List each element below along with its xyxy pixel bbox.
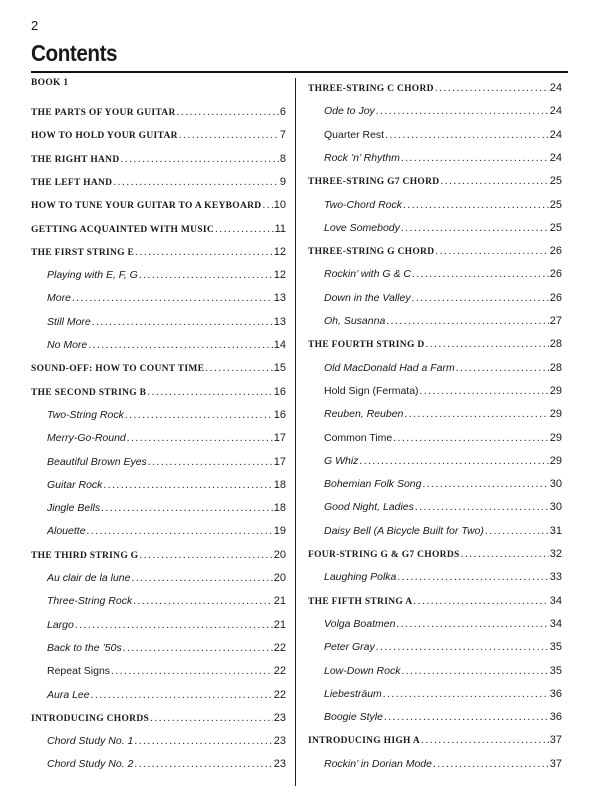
toc-subentry[interactable]	[308, 688, 562, 704]
toc-section-entry[interactable]	[308, 548, 562, 564]
toc-entry-title: Rockin’ in Dorian Mode	[324, 757, 432, 770]
toc-leader-dots	[404, 408, 548, 420]
toc-entry-title: Repeat Signs	[47, 665, 111, 678]
book-label-text: BOOK 1	[31, 78, 69, 88]
toc-page-number: 21	[273, 618, 286, 631]
toc-page-number: 11	[274, 222, 286, 235]
toc-page-number: 29	[549, 431, 562, 444]
toc-page-number: 29	[549, 408, 562, 421]
toc-leader-dots	[401, 152, 549, 164]
toc-entry-title: THE FOURTH STRING D	[308, 340, 425, 351]
toc-leader-dots	[420, 385, 549, 397]
toc-leader-dots	[393, 432, 548, 444]
toc-page-number: 23	[273, 735, 286, 748]
toc-leader-dots	[134, 735, 272, 747]
toc-leader-dots	[396, 618, 548, 630]
toc-subentry[interactable]	[31, 316, 286, 332]
toc-section-entry[interactable]	[308, 245, 562, 261]
toc-subentry[interactable]	[308, 268, 562, 284]
toc-subentry[interactable]	[31, 269, 286, 285]
toc-entry-title: THE LEFT HAND	[31, 177, 113, 188]
toc-subentry[interactable]	[31, 432, 286, 448]
toc-section-entry[interactable]	[31, 153, 286, 169]
toc-entry-title: GETTING ACQUAINTED WITH MUSIC	[31, 224, 214, 235]
toc-entry-title: More	[47, 292, 71, 305]
toc-subentry[interactable]	[308, 525, 562, 541]
toc-page-number: 30	[549, 501, 562, 514]
toc-subentry[interactable]	[308, 641, 562, 657]
toc-leader-dots	[412, 268, 549, 280]
toc-leader-dots	[135, 246, 273, 258]
page-number: 2	[31, 18, 39, 33]
toc-subentry[interactable]	[31, 595, 286, 611]
toc-page-number: 33	[549, 571, 562, 584]
toc-page-number: 23	[273, 711, 286, 724]
toc-entry-title: Quarter Rest	[324, 128, 385, 141]
toc-subentry[interactable]	[308, 385, 562, 401]
toc-entry-title: Jingle Bells	[47, 502, 101, 515]
toc-entry-title: Down in the Valley	[324, 291, 411, 304]
toc-entry-title: Back to the ’50s	[47, 641, 122, 654]
toc-leader-dots	[111, 665, 273, 677]
toc-leader-dots	[139, 269, 273, 281]
toc-entry-title: Playing with E, F, G	[47, 269, 138, 282]
toc-leader-dots	[401, 222, 549, 234]
toc-subentry[interactable]	[31, 642, 286, 658]
toc-page-number: 8	[279, 152, 286, 165]
toc-subentry[interactable]	[31, 758, 286, 774]
toc-subentry[interactable]	[31, 292, 286, 308]
toc-leader-dots	[150, 712, 273, 724]
toc-entry-title: THREE-STRING G CHORD	[308, 247, 435, 258]
toc-page-number: 25	[549, 221, 562, 234]
toc-entry-title: THE SECOND STRING B	[31, 387, 147, 398]
toc-entry-title: Hold Sign (Fermata)	[324, 384, 419, 397]
toc-page-number: 28	[549, 361, 562, 374]
toc-entry-title: Alouette	[47, 525, 86, 538]
toc-leader-dots	[72, 292, 273, 304]
toc-section-entry[interactable]	[31, 712, 286, 728]
toc-page-number: 22	[273, 665, 286, 678]
toc-leader-dots	[148, 456, 273, 468]
toc-leader-dots	[376, 641, 549, 653]
toc-subentry[interactable]	[308, 362, 562, 378]
toc-leader-dots	[103, 479, 272, 491]
toc-leader-dots	[125, 409, 273, 421]
toc-entry-title: Two-Chord Rock	[324, 198, 402, 211]
toc-page-number: 12	[273, 245, 286, 258]
toc-page-number: 15	[273, 362, 286, 375]
toc-leader-dots	[415, 501, 549, 513]
toc-subentry[interactable]	[31, 525, 286, 541]
toc-section-entry[interactable]	[31, 386, 286, 402]
toc-subentry[interactable]	[308, 292, 562, 308]
toc-page-number: 19	[273, 525, 286, 538]
toc-subentry[interactable]	[308, 315, 562, 331]
toc-leader-dots	[121, 153, 279, 165]
toc-subentry[interactable]	[308, 478, 562, 494]
toc-entry-title: THREE-STRING C CHORD	[308, 84, 434, 94]
toc-entry-title: THE THIRD STRING G	[31, 550, 139, 561]
toc-section-entry[interactable]	[31, 362, 286, 378]
toc-leader-dots	[386, 315, 548, 327]
toc-page-number: 26	[549, 291, 562, 304]
toc-entry-title: THREE-STRING G7 CHORD	[308, 177, 440, 188]
toc-leader-dots	[397, 571, 548, 583]
toc-leader-dots	[425, 338, 548, 350]
toc-page-number: 26	[549, 245, 562, 258]
toc-leader-dots	[422, 478, 548, 490]
toc-leader-dots	[75, 619, 273, 631]
toc-leader-dots	[205, 362, 272, 374]
toc-subentry[interactable]	[308, 152, 562, 168]
toc-entry-title: Volga Boatmen	[324, 617, 396, 630]
toc-entry-title: HOW TO HOLD YOUR GUITAR	[31, 131, 178, 142]
toc-page-number: 29	[549, 384, 562, 397]
toc-section-entry[interactable]	[308, 338, 562, 354]
toc-page-number: 18	[273, 478, 286, 491]
toc-page-number: 14	[273, 339, 286, 351]
toc-page-number: 34	[549, 617, 562, 630]
toc-subentry[interactable]	[31, 665, 286, 681]
toc-page-number: 24	[549, 82, 562, 94]
column-divider	[295, 78, 296, 786]
toc-subentry[interactable]	[308, 665, 562, 681]
toc-page-number: 22	[273, 688, 286, 701]
toc-page-number: 16	[273, 385, 286, 398]
toc-leader-dots	[131, 572, 272, 584]
toc-subentry[interactable]	[308, 571, 562, 587]
toc-entry-title: Aura Lee	[47, 688, 90, 701]
toc-leader-dots	[179, 129, 279, 141]
toc-entry-title: No More	[47, 339, 88, 351]
toc-page-number: 13	[273, 315, 286, 328]
toc-subentry[interactable]	[308, 408, 562, 424]
toc-page-number: 22	[273, 641, 286, 654]
toc-page-number: 26	[549, 268, 562, 281]
toc-entry-title: Old MacDonald Had a Farm	[324, 361, 455, 374]
toc-entry-title: Guitar Rock	[47, 478, 103, 491]
toc-page-number: 32	[549, 548, 562, 560]
toc-leader-dots	[421, 734, 549, 746]
toc-subentry[interactable]	[31, 572, 286, 588]
toc-entry-title: Boogie Style	[324, 711, 383, 724]
toc-page-number: 20	[273, 548, 286, 561]
toc-entry-title: Merry-Go-Round	[47, 432, 126, 445]
toc-subentry[interactable]	[31, 479, 286, 495]
toc-entry-title: Chord Study No. 1	[47, 735, 134, 748]
toc-section-entry[interactable]	[31, 129, 286, 145]
toc-page-number: 29	[549, 454, 562, 467]
toc-subentry[interactable]	[31, 339, 286, 355]
toc-entry-title: Laughing Polka	[324, 571, 397, 584]
toc-page-number: 35	[549, 664, 562, 677]
toc-leader-dots	[91, 689, 273, 701]
toc-subentry[interactable]	[308, 455, 562, 471]
toc-page-number: 28	[549, 338, 562, 351]
toc-page-number: 17	[273, 432, 286, 445]
toc-entry-title: Liebesträum	[324, 687, 382, 700]
toc-entry-title: Rock ’n’ Rhythm	[324, 151, 400, 164]
toc-entry-title: Chord Study No. 2	[47, 758, 134, 771]
toc-page-number: 21	[273, 595, 286, 608]
toc-entry-title: INTRODUCING HIGH A	[308, 736, 421, 747]
toc-page-number: 31	[549, 524, 562, 537]
toc-entry-title: Common Time	[324, 431, 393, 444]
toc-subentry[interactable]	[308, 222, 562, 238]
toc-section-entry[interactable]	[31, 549, 286, 565]
toc-subentry[interactable]	[308, 105, 562, 121]
toc-page-number: 10	[273, 199, 286, 212]
toc-page-number: 35	[549, 641, 562, 654]
toc-page-number: 24	[549, 128, 562, 141]
toc-leader-dots	[385, 129, 549, 141]
toc-page-number: 37	[549, 757, 562, 770]
toc-leader-dots	[359, 455, 548, 467]
toc-leader-dots	[435, 245, 548, 257]
toc-leader-dots	[485, 525, 549, 537]
toc-leader-dots	[262, 199, 272, 211]
toc-subentry[interactable]	[308, 129, 562, 145]
toc-entry-title: Ode to Joy	[324, 105, 375, 118]
toc-page-number: 16	[273, 408, 286, 421]
toc-leader-dots	[92, 316, 273, 328]
toc-subentry[interactable]	[31, 409, 286, 425]
toc-page-number: 36	[549, 687, 562, 700]
toc-entry-title: Good Night, Ladies	[324, 501, 414, 514]
toc-page-number: 13	[273, 292, 286, 305]
toc-subentry[interactable]	[308, 758, 562, 774]
toc-entry-title: G Whiz	[324, 454, 359, 467]
toc-entry-title: Still More	[47, 315, 91, 328]
toc-section-entry[interactable]	[31, 246, 286, 262]
toc-entry-title: Largo	[47, 618, 74, 631]
toc-page-number: 20	[273, 572, 286, 584]
toc-leader-dots	[403, 199, 549, 211]
toc-subentry[interactable]	[308, 618, 562, 634]
toc-leader-dots	[433, 758, 549, 770]
toc-leader-dots	[215, 223, 274, 235]
toc-section-entry[interactable]	[308, 734, 562, 750]
toc-page-number: 9	[279, 175, 286, 188]
title-rule	[31, 71, 568, 73]
toc-leader-dots	[384, 711, 549, 723]
toc-page-number: 24	[549, 151, 562, 164]
toc-entry-title: Peter Gray	[324, 641, 375, 654]
toc-entry-title: THE RIGHT HAND	[31, 154, 120, 165]
toc-page-number: 25	[549, 198, 562, 211]
toc-leader-dots	[383, 688, 549, 700]
toc-leader-dots	[87, 525, 273, 537]
toc-section-entry[interactable]	[308, 175, 562, 191]
toc-entry-title: HOW TO TUNE YOUR GUITAR TO A KEYBOARD	[31, 201, 262, 212]
toc-entry-title: Oh, Susanna	[324, 315, 386, 327]
toc-entry-title: Low-Down Rock	[324, 664, 401, 677]
toc-section-entry[interactable]	[31, 223, 286, 239]
toc-entry-title: INTRODUCING CHORDS	[31, 713, 150, 724]
toc-entry-title: Rockin’ with G & C	[324, 268, 411, 281]
toc-subentry[interactable]	[31, 689, 286, 705]
toc-entry-title: Beautiful Brown Eyes	[47, 455, 147, 468]
toc-entry-title: Bohemian Folk Song	[324, 478, 422, 491]
toc-leader-dots	[413, 595, 548, 607]
toc-leader-dots	[134, 758, 272, 770]
page-title: Contents	[31, 40, 118, 66]
toc-entry-title: Reuben, Reuben	[324, 408, 404, 421]
toc-subentry[interactable]	[31, 735, 286, 751]
toc-entry-title: THE FIFTH STRING A	[308, 596, 413, 607]
toc-section-entry[interactable]	[31, 176, 286, 192]
toc-page-number: 27	[549, 315, 562, 327]
toc-leader-dots	[139, 549, 272, 561]
toc-leader-dots	[461, 548, 549, 560]
toc-subentry[interactable]	[31, 502, 286, 518]
toc-page-number: 37	[549, 734, 562, 747]
toc-entry-title: Two-String Rock	[47, 408, 124, 421]
book-label	[31, 78, 286, 94]
toc-page-number: 25	[549, 175, 562, 188]
toc-page-number: 23	[273, 758, 286, 771]
toc-leader-dots	[435, 82, 549, 94]
toc-entry-title: FOUR-STRING G & G7 CHORDS	[308, 550, 460, 560]
toc-leader-dots	[147, 386, 273, 398]
toc-subentry[interactable]	[31, 456, 286, 472]
toc-subentry[interactable]	[308, 711, 562, 727]
toc-page-number: 18	[273, 502, 286, 515]
toc-leader-dots	[127, 432, 273, 444]
toc-page-number: 7	[279, 129, 286, 142]
toc-subentry[interactable]	[308, 501, 562, 517]
toc-leader-dots	[401, 665, 548, 677]
toc-leader-dots	[88, 339, 272, 351]
toc-leader-dots	[412, 292, 549, 304]
toc-page-number: 6	[279, 106, 286, 118]
toc-entry-title: Love Somebody	[324, 221, 400, 234]
toc-leader-dots	[113, 176, 279, 188]
toc-subentry[interactable]	[308, 199, 562, 215]
toc-leader-dots	[376, 105, 549, 117]
toc-page-number: 34	[549, 594, 562, 607]
toc-leader-dots	[177, 106, 279, 118]
toc-subentry[interactable]	[31, 619, 286, 635]
toc-entry-title: SOUND-OFF: HOW TO COUNT TIME	[31, 364, 205, 375]
toc-subentry[interactable]	[308, 432, 562, 448]
toc-leader-dots	[440, 175, 548, 187]
toc-leader-dots	[123, 642, 273, 654]
toc-page-number: 12	[273, 269, 286, 282]
toc-section-entry[interactable]	[308, 82, 562, 98]
toc-page-number: 17	[273, 455, 286, 468]
toc-section-entry[interactable]	[31, 199, 286, 215]
toc-entry-title: THE FIRST STRING E	[31, 247, 135, 258]
toc-entry-title: Daisy Bell (A Bicycle Built for Two)	[324, 524, 484, 537]
toc-leader-dots	[101, 502, 273, 514]
toc-page-number: 24	[549, 105, 562, 118]
toc-entry-title: THE PARTS OF YOUR GUITAR	[31, 108, 176, 118]
toc-section-entry[interactable]	[308, 595, 562, 611]
toc-entry-title: Au clair de la lune	[47, 572, 131, 584]
toc-section-entry[interactable]	[31, 106, 286, 122]
toc-page-number: 36	[549, 711, 562, 724]
toc-leader-dots	[456, 362, 549, 374]
toc-entry-title: Three-String Rock	[47, 595, 133, 608]
toc-leader-dots	[133, 595, 273, 607]
toc-page-number: 30	[549, 478, 562, 491]
